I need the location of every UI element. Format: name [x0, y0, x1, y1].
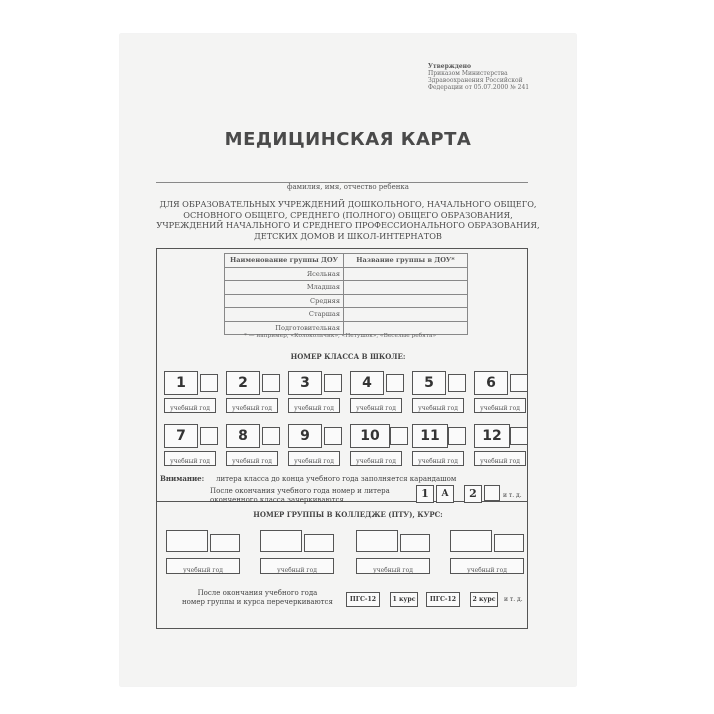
example-group: ПГС-12 [346, 592, 380, 607]
school-year-field[interactable] [350, 398, 402, 413]
example-next-class: 2 [464, 485, 482, 503]
attention-line-1: литера класса до конца учебного года заполняется карандашом [216, 475, 457, 483]
school-year-field[interactable] [226, 451, 278, 466]
year-label: учебный год [294, 405, 334, 412]
class-number-box: 10 [350, 424, 390, 448]
etc-label: и т. д. [504, 596, 523, 603]
approval-line: Федерации от 05.07.2000 № 241 [428, 84, 530, 91]
group-name-field[interactable] [344, 308, 468, 322]
college-note-line-1: После окончания учебного года [197, 589, 318, 597]
college-year-field[interactable] [260, 558, 334, 574]
group-cell: Средняя [225, 294, 344, 308]
year-label: учебный год [373, 567, 413, 574]
college-note-line-2: номер группы и курса перечеркиваются [182, 597, 333, 606]
school-year-field[interactable] [350, 451, 402, 466]
approval-stamp [428, 63, 568, 91]
example-course: 2 курс [470, 592, 498, 607]
school-year-field[interactable] [288, 451, 340, 466]
class-letter-box[interactable] [262, 427, 280, 445]
college-group-box[interactable] [166, 530, 208, 552]
college-group-box[interactable] [356, 530, 398, 552]
college-year-field[interactable] [356, 558, 430, 574]
class-letter-box[interactable] [324, 374, 342, 392]
class-number-box: 2 [226, 371, 260, 395]
class-number-box: 12 [474, 424, 510, 448]
group-cell: Младшая [225, 281, 344, 295]
class-letter-box[interactable] [262, 374, 280, 392]
school-year-field[interactable] [412, 451, 464, 466]
school-year-field[interactable] [474, 398, 526, 413]
class-letter-box[interactable] [510, 374, 528, 392]
class-number-box: 1 [164, 371, 198, 395]
group-name-field[interactable] [344, 294, 468, 308]
class-number-box: 11 [412, 424, 448, 448]
school-year-field[interactable] [226, 398, 278, 413]
example-class-letter: А [436, 485, 454, 503]
class-number-box: 3 [288, 371, 322, 395]
class-letter-box[interactable] [510, 427, 528, 445]
year-label: учебный год [170, 458, 210, 465]
group-name-field[interactable] [344, 281, 468, 295]
class-letter-box[interactable] [386, 374, 404, 392]
year-label: учебный год [480, 458, 520, 465]
table-header: Название группы в ДОУ* [344, 254, 468, 268]
group-cell: Старшая [225, 308, 344, 322]
class-number-box: 9 [288, 424, 322, 448]
year-label: учебный год [356, 458, 396, 465]
year-label: учебный год [277, 567, 317, 574]
college-course-box[interactable] [304, 534, 334, 552]
college-group-box[interactable] [260, 530, 302, 552]
group-cell: Подготовительная [225, 321, 344, 335]
college-course-box[interactable] [494, 534, 524, 552]
class-number-box: 5 [412, 371, 446, 395]
college-group-box[interactable] [450, 530, 492, 552]
year-label: учебный год [418, 458, 458, 465]
example-empty-box [484, 485, 500, 501]
example-course: 1 курс [390, 592, 418, 607]
class-letter-box[interactable] [448, 374, 466, 392]
page-title: МЕДИЦИНСКАЯ КАРТА [224, 129, 472, 150]
school-year-field[interactable] [164, 398, 216, 413]
table-footnote: * — например, «Колокольчик», «Петушок», «Веселые ребята» [244, 333, 437, 339]
college-year-field[interactable] [166, 558, 240, 574]
class-letter-box[interactable] [200, 374, 218, 392]
example-class-number: 1 [416, 485, 434, 503]
college-year-field[interactable] [450, 558, 524, 574]
college-section-title: НОМЕР ГРУППЫ В КОЛЛЕДЖЕ (ПТУ), КУРС: [253, 510, 443, 519]
dou-groups-table [224, 253, 468, 335]
year-label: учебный год [356, 405, 396, 412]
attention-note [160, 475, 204, 484]
class-number-box: 7 [164, 424, 198, 448]
school-year-field[interactable] [474, 451, 526, 466]
year-label: учебный год [232, 405, 272, 412]
school-year-field[interactable] [288, 398, 340, 413]
medical-card-sheet [120, 34, 576, 686]
year-label: учебный год [183, 567, 223, 574]
group-name-field[interactable] [344, 267, 468, 281]
class-letter-box[interactable] [200, 427, 218, 445]
year-label: учебный год [232, 458, 272, 465]
class-letter-box[interactable] [448, 427, 466, 445]
table-header: Наименование группы ДОУ [225, 254, 344, 268]
approval-line: Приказом Министерства [428, 70, 508, 77]
college-course-box[interactable] [210, 534, 240, 552]
etc-label: и т. д. [503, 492, 522, 499]
example-group: ПГС-12 [426, 592, 460, 607]
year-label: учебный год [467, 567, 507, 574]
class-letter-box[interactable] [324, 427, 342, 445]
approval-line: Здравоохранения Российской [428, 77, 523, 84]
school-section-title: НОМЕР КЛАССА В ШКОЛЕ: [290, 352, 406, 361]
name-caption: фамилия, имя, отчество ребенка [287, 183, 409, 191]
year-label: учебный год [418, 405, 458, 412]
college-course-box[interactable] [400, 534, 430, 552]
year-label: учебный год [480, 405, 520, 412]
approval-heading: Утверждено [428, 63, 472, 70]
class-letter-box[interactable] [390, 427, 408, 445]
attention-line-2a: После окончания учебного года номер и литера [210, 487, 390, 495]
school-year-field[interactable] [164, 451, 216, 466]
attention-line-2b: оконченного класса зачеркиваются [210, 495, 344, 504]
attention-line-2 [210, 487, 390, 504]
group-cell: Ясельная [225, 267, 344, 281]
college-note [182, 589, 333, 606]
class-number-box: 8 [226, 424, 260, 448]
class-number-box: 4 [350, 371, 384, 395]
attention-label: Внимание: [160, 474, 205, 483]
year-label: учебный год [294, 458, 334, 465]
year-label: учебный год [170, 405, 210, 412]
institutions-text: ДЛЯ ОБРАЗОВАТЕЛЬНЫХ УЧРЕЖДЕНИЙ ДОШКОЛЬНОГО, НАЧАЛЬНОГО ОБЩЕГО, ОСНОВНОГО ОБЩЕГО, СРЕДНЕГО (ПОЛНОГО) ОБЩЕГО ОБРАЗОВАНИЯ, УЧРЕЖДЕНИЙ НАЧАЛЬНОГО И СРЕДНЕГО ПРОФЕССИОНАЛЬНОГО ОБРАЗОВАНИЯ, ДЕТСКИХ ДОМОВ И ШКОЛ-ИНТЕРНАТОВ [156, 199, 540, 241]
school-year-field[interactable] [412, 398, 464, 413]
class-number-box: 6 [474, 371, 508, 395]
